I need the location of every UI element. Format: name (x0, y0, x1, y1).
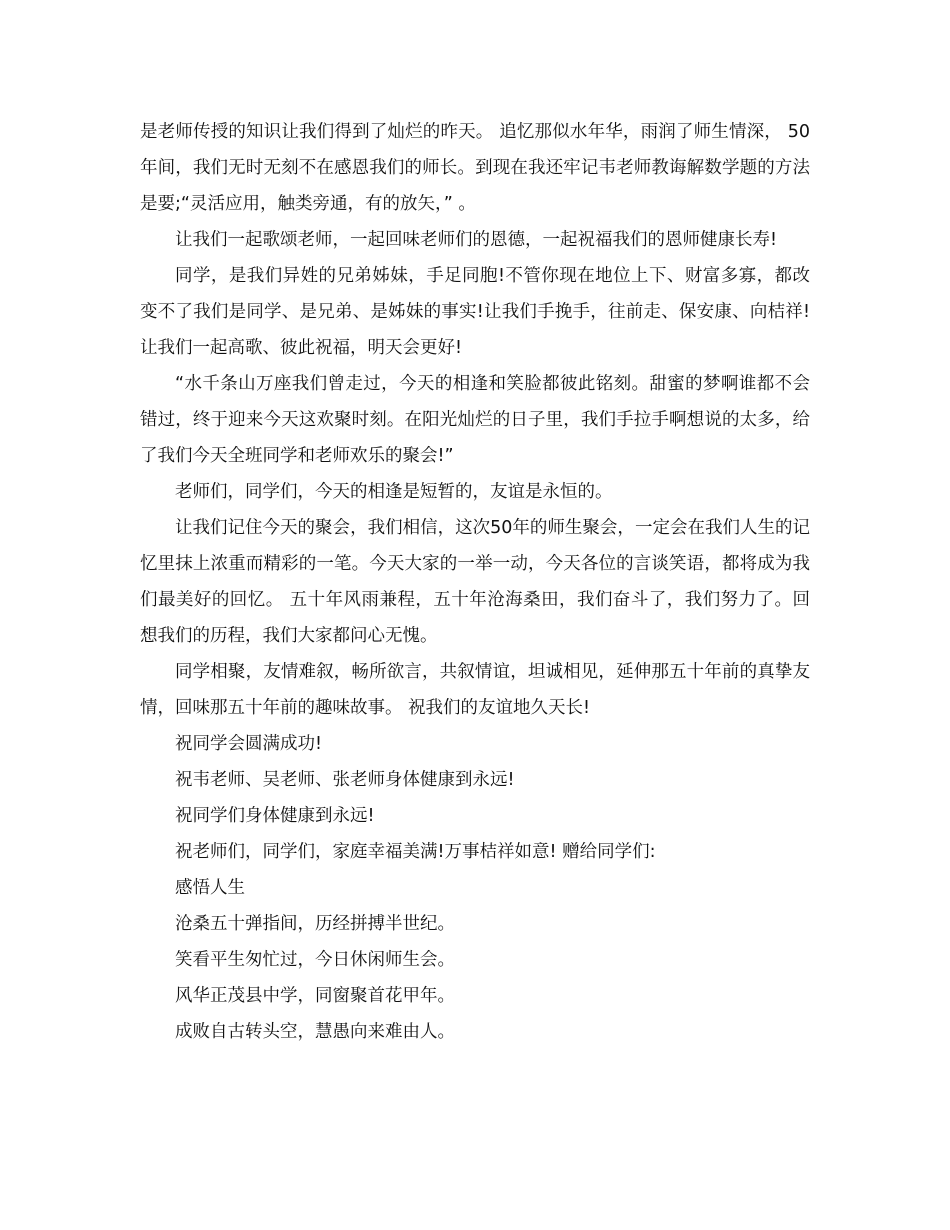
poem-line-4: 成败自古转头空，慧愚向来难由人。 (175, 1022, 455, 1042)
paragraph-6: 让我们记住今天的聚会，我们相信，这次50年的师生聚会，一定会在我们人生的记忆里抹上浓重而精彩的一笔。今天大家的一举一动，今天各位的言谈笑语，都将成为我们最美好的回忆。 五十年风雨兼程，五十年沧海桑田，我们奋斗了，我们努力了。回想我们的历程，我们大家都问心无愧。 (140, 518, 810, 646)
wish-line-4: 祝老师们，同学们，家庭幸福美满!万事桔祥如意! 赠给同学们: (175, 842, 656, 862)
wish-line-2: 祝韦老师、吴老师、张老师身体健康到永远! (175, 770, 515, 790)
poem-line-3: 风华正茂县中学，同窗聚首花甲年。 (175, 986, 455, 1006)
paragraph-4: “水千条山万座我们曾走过，今天的相逢和笑脸都彼此铭刻。甜蜜的梦啊谁都不会错过，终于迎来今天这欢聚时刻。在阳光灿烂的日子里，我们手拉手啊想说的太多，给了我们今天全班同学和老师欢乐的聚会!” (140, 374, 810, 466)
wish-line-3: 祝同学们身体健康到永远! (175, 806, 375, 826)
document-body (140, 114, 810, 1050)
poem-title: 感悟人生 (175, 878, 245, 898)
poem-line-2: 笑看平生匆忙过，今日休闲师生会。 (175, 950, 455, 970)
paragraph-7: 同学相聚，友情难叙，畅所欲言，共叙情谊，坦诚相见，延伸那五十年前的真挚友情，回味那五十年前的趣味故事。 祝我们的友谊地久天长! (140, 662, 810, 718)
poem-line-1: 沧桑五十弹指间，历经拼搏半世纪。 (175, 914, 455, 934)
paragraph-5: 老师们，同学们，今天的相逢是短暂的，友谊是永恒的。 (175, 482, 613, 502)
paragraph-2: 让我们一起歌颂老师，一起回味老师们的恩德，一起祝福我们的恩师健康长寿! (175, 230, 778, 250)
paragraph-1: 是老师传授的知识让我们得到了灿烂的昨天。 追忆那似水年华，雨润了师生情深， 50年间，我们无时无刻不在感恩我们的师长。到现在我还牢记韦老师教诲解数学题的方法是要;“灵活应用，触类旁通，有的放矢，” 。 (140, 122, 810, 214)
paragraph-3: 同学，是我们异姓的兄弟姊妹，手足同胞!不管你现在地位上下、财富多寡，都改变不了我们是同学、是兄弟、是姊妹的事实!让我们手挽手，往前走、保安康、向桔祥!让我们一起高歌、彼此祝福，明天会更好! (140, 266, 810, 358)
wish-line-1: 祝同学会圆满成功! (175, 734, 323, 754)
